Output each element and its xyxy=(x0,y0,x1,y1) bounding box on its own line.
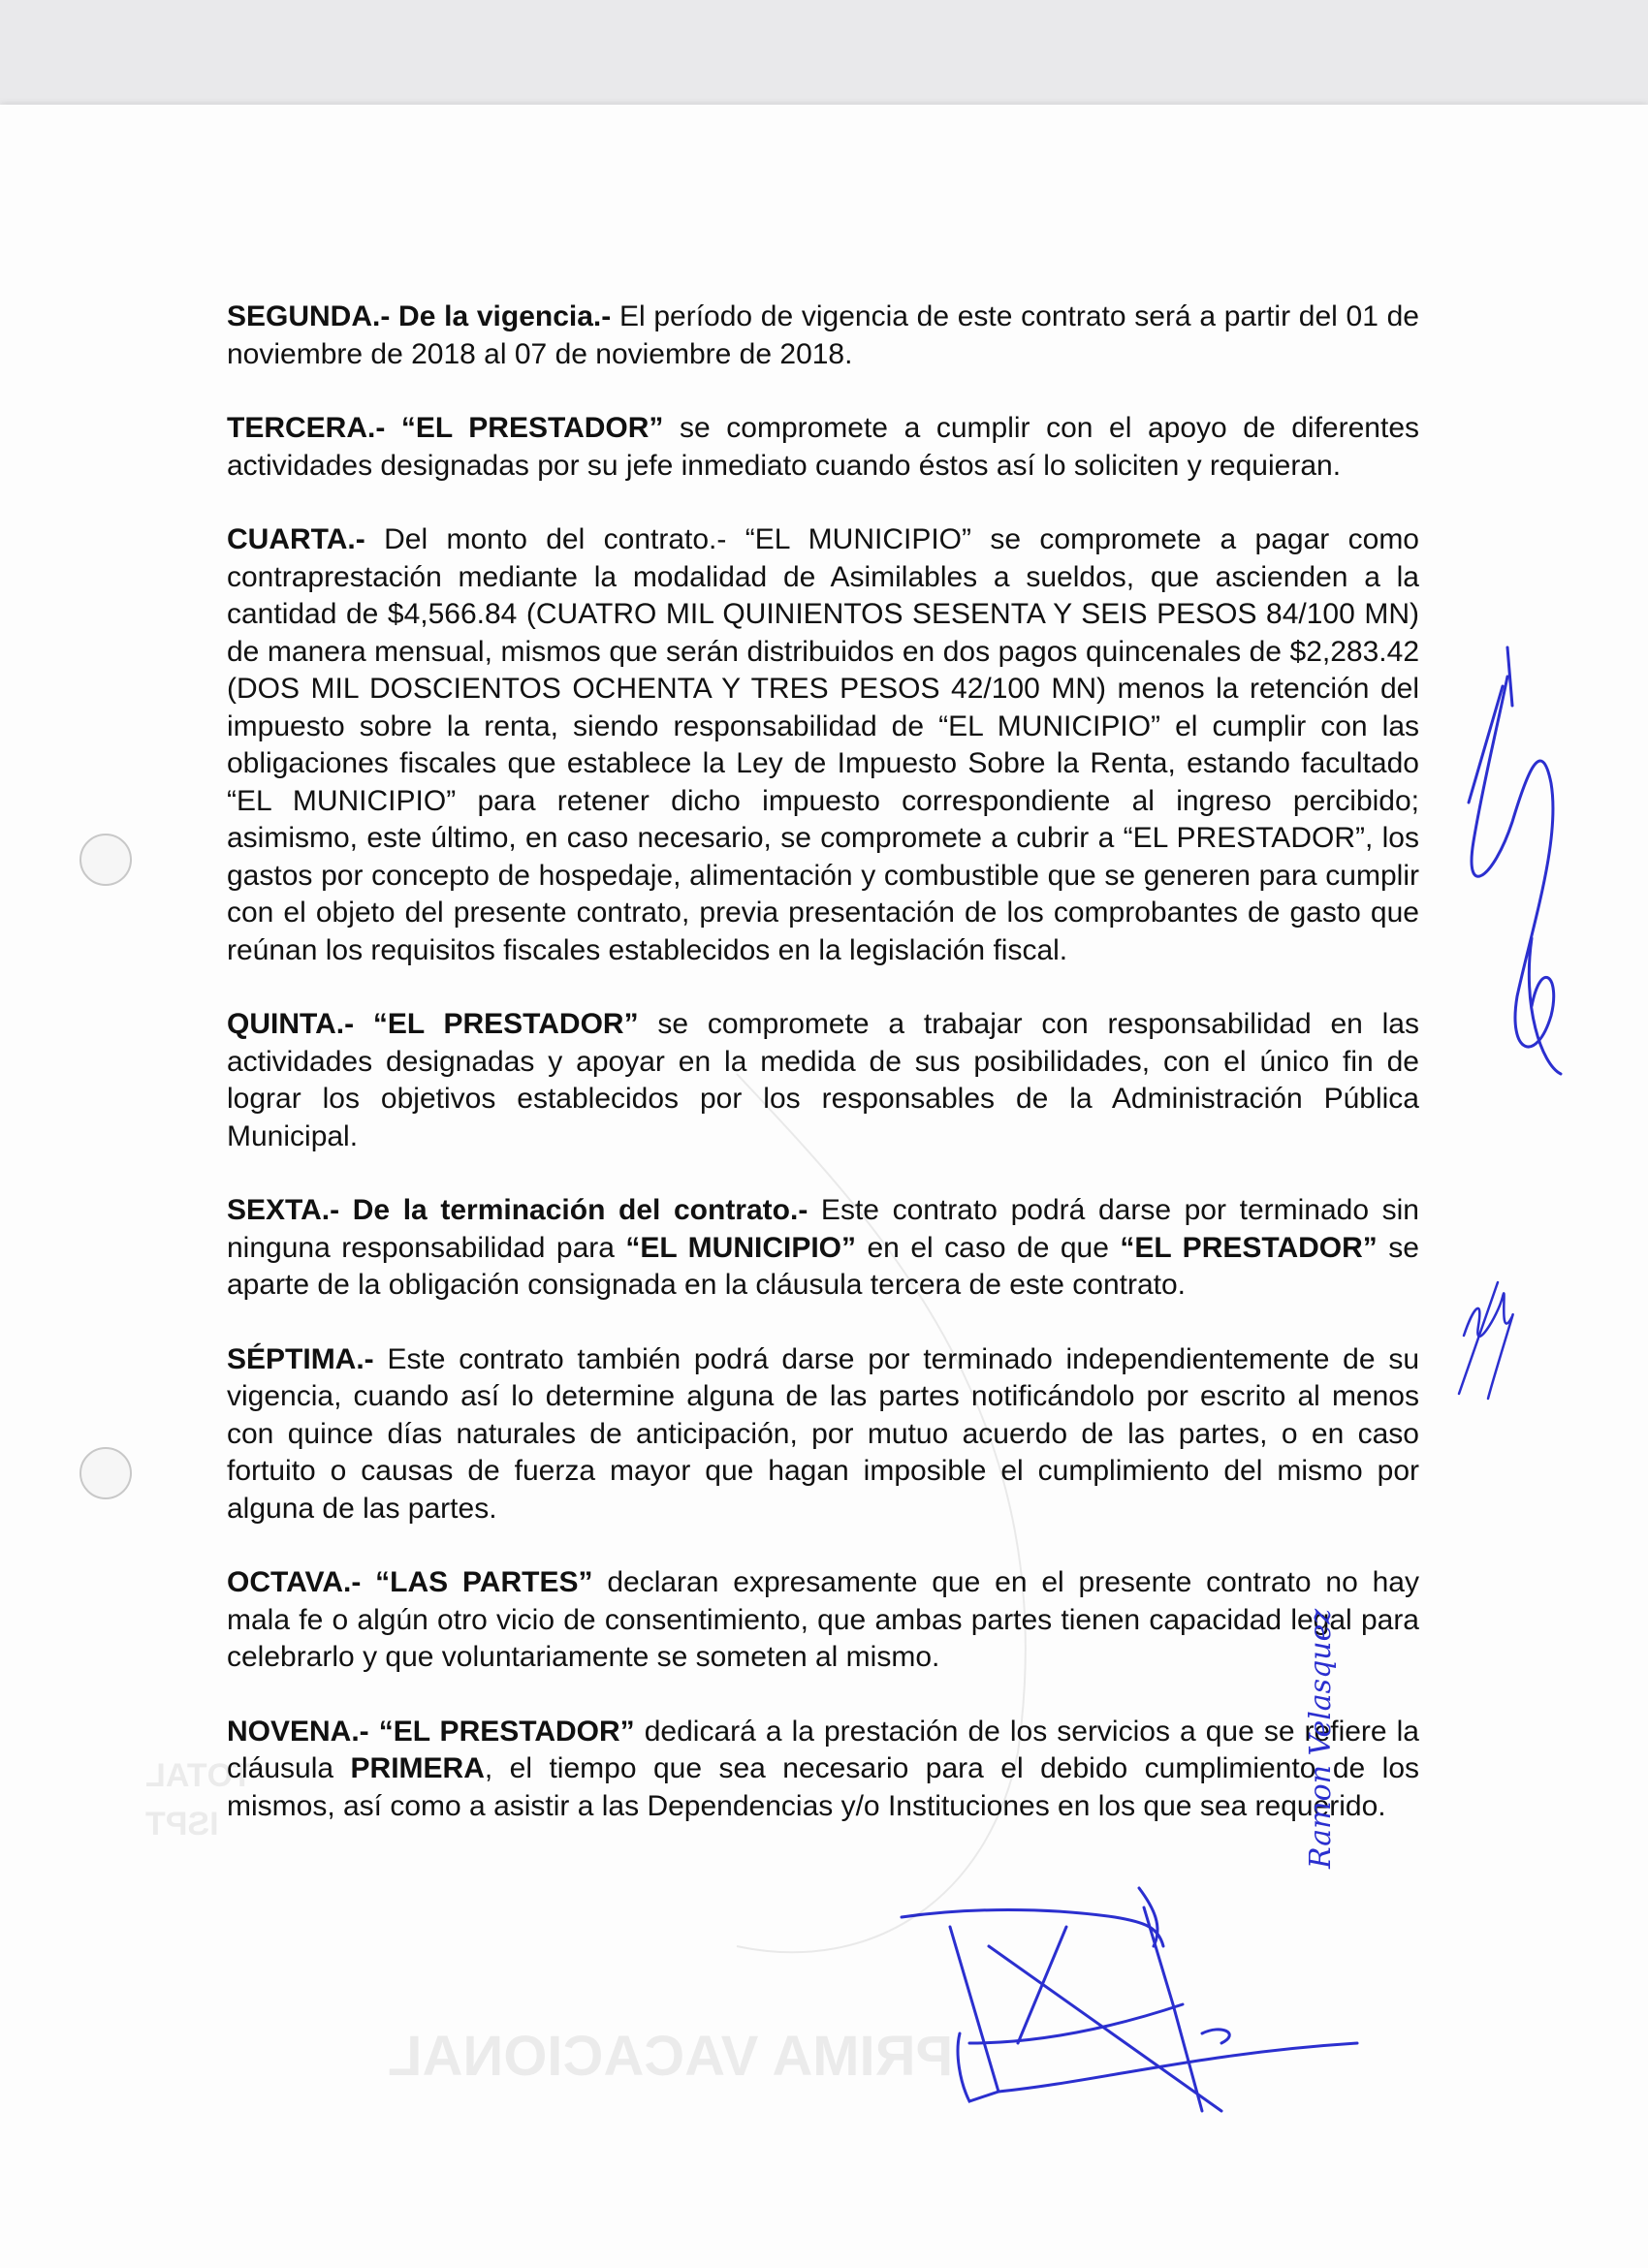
clause-heading-text: NOVENA.- “EL PRESTADOR” xyxy=(227,1715,635,1748)
contract-clause xyxy=(227,1192,1419,1305)
clause-body-text: El período de vigencia de este contrato será a partir del 01 de noviembre de 2018 al 07 de noviembre de 2018. xyxy=(227,300,1419,370)
clause-body-text: Este contrato podrá darse por terminado sin ninguna responsabilidad para xyxy=(227,1194,1419,1264)
clause-heading-text: QUINTA.- “EL PRESTADOR” xyxy=(227,1008,639,1040)
clause-body-text: se compromete a cumplir con el apoyo de diferentes actividades designadas por su jefe inmediato cuando éstos así lo soliciten y requieran. xyxy=(227,412,1419,482)
clause-body-text: Del monto del contrato.- “EL MUNICIPIO” se compromete a pagar como contraprestación mediante la modalidad de Asimilables a sueldos, que ascienden a la cantidad de $4,566.84 (CUATRO MIL QUINIENTOS SESENTA Y SEIS PESOS 84/100 MN) de manera mensual, mismos que serán distribuidos en dos pagos quincenales de $2,283.42 (DOS MIL DOSCIENTOS OCHENTA Y TRES PESOS 42/100 MN) menos la retención del impuesto sobre la renta, siendo responsabilidad de “EL MUNICIPIO” el cumplir con las obligaciones fiscales que establece la Ley de Impuesto Sobre la Renta, estando facultado “EL MUNICIPIO” para retener dicho impuesto correspondiente al ingreso percibido; asimismo, este último, en caso necesario, se compromete a cubrir a “EL PRESTADOR”, los gastos por concepto de hospedaje, alimentación y combustible que se generen para cumplir con el objeto del presente contrato, previa presentación de los comprobantes de gasto que reúnan los requisitos fiscales establecidos en la legislación fiscal. xyxy=(227,523,1419,966)
contract-body xyxy=(227,299,1419,1862)
punch-hole xyxy=(79,834,132,886)
clause-body-text: declaran expresamente que en el presente contrato no hay mala fe o algún otro vicio de consentimiento, que ambas partes tienen capacidad legal para celebrarlo y que voluntariamente se someten al mismo. xyxy=(227,1566,1419,1673)
contract-clause xyxy=(227,1714,1419,1826)
clause-heading-text: “EL PRESTADOR” xyxy=(1120,1231,1378,1264)
clause-heading-text: SÉPTIMA.- xyxy=(227,1342,374,1375)
clause-heading-text: CUARTA.- xyxy=(227,523,365,555)
clause-heading-text: PRIMERA xyxy=(350,1752,485,1784)
bleed-through-text: ISPT xyxy=(145,1806,219,1843)
initials-right xyxy=(1459,1282,1513,1399)
signature-right xyxy=(1469,647,1561,1074)
clause-body-text: se aparte de la obligación consignada en la cláusula tercera de este contrato. xyxy=(227,1231,1419,1301)
clause-body-text: Este contrato también podrá darse por terminado independientemente de su vigencia, cuando así lo determine alguna de las partes notificándolo por escrito al menos con quince días naturales de anticipación, por mutuo acuerdo de las partes, o en caso fortuito o causas de fuerza mayor que hagan imposible el cumplimiento del mismo por alguna de las partes. xyxy=(227,1342,1419,1525)
bleed-through-text: PRIMA VACACIONAL xyxy=(388,2025,954,2088)
clause-heading-text: TERCERA.- “EL PRESTADOR” xyxy=(227,412,664,444)
clause-body-text: , el tiempo que sea necesario para el debido cumplimiento de los mismos, así como a asistir a las Dependencias y/o Instituciones en los que sea requerido. xyxy=(227,1752,1419,1822)
contract-clause xyxy=(227,1341,1419,1528)
margin-handwritten-name: Ramon Velasquez xyxy=(1304,1608,1338,1869)
clause-body-text: dedicará a la prestación de los servicios a que se refiere la cláusula xyxy=(227,1715,1419,1784)
signature-bottom xyxy=(902,1888,1357,2111)
contract-clause xyxy=(227,299,1419,373)
clause-heading-text: SEXTA.- De la terminación del contrato.- xyxy=(227,1194,808,1226)
contract-clause xyxy=(227,521,1419,969)
clause-body-text: en el caso de que xyxy=(856,1231,1121,1264)
contract-clause xyxy=(227,410,1419,485)
punch-hole xyxy=(79,1447,132,1499)
clause-heading-text: “EL MUNICIPIO” xyxy=(625,1231,857,1264)
contract-clause xyxy=(227,1006,1419,1155)
clause-heading-text: SEGUNDA.- De la vigencia.- xyxy=(227,300,612,332)
clause-body-text: se compromete a trabajar con responsabilidad en las actividades designadas y apoyar en la medida de sus posibilidades, con el único fin de lograr los objetivos establecidos por los responsables de la Administración Pública Municipal. xyxy=(227,1008,1419,1152)
clause-heading-text: OCTAVA.- “LAS PARTES” xyxy=(227,1566,593,1598)
bleed-through-text: TOTAL xyxy=(145,1757,253,1794)
contract-clause xyxy=(227,1564,1419,1677)
document-page xyxy=(0,105,1648,2268)
